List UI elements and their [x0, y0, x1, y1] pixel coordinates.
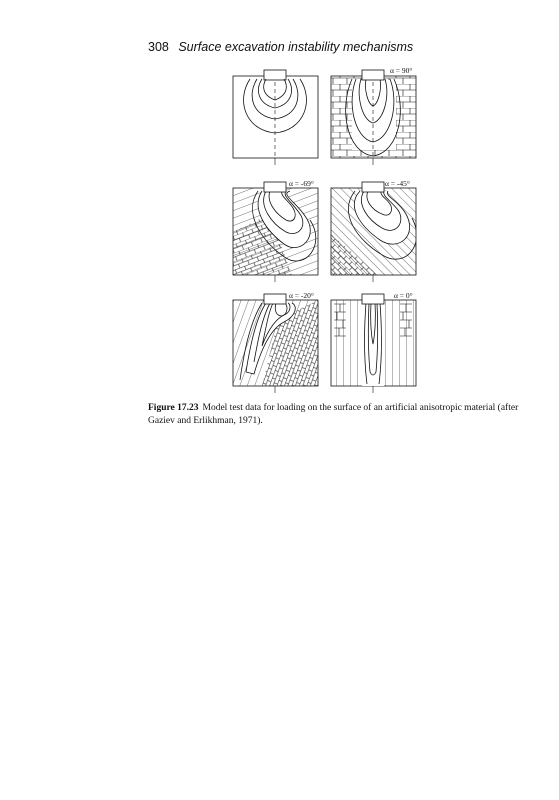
panel-alpha-0 — [331, 294, 416, 393]
caption-text: Model test data for loading on the surface of an artificial anisotropic material (after Gaziev and Erlikhman, 1971). — [148, 403, 519, 426]
caption-label: Figure 17.23 — [148, 403, 199, 413]
angle-label-90: α = 90° — [390, 66, 413, 75]
angle-label-minus-69: α = -69° — [289, 179, 314, 188]
panel-isotropic — [233, 70, 318, 165]
panel-alpha-minus-69 — [233, 182, 318, 282]
panel-alpha-minus-20 — [233, 294, 318, 393]
figure-caption — [148, 402, 520, 427]
panel-alpha-minus-45 — [331, 182, 417, 282]
angle-label-minus-20: α = -20° — [289, 291, 314, 300]
panel-alpha-90 — [331, 70, 416, 165]
angle-label-minus-45: α = -45° — [385, 179, 410, 188]
angle-label-0: α = 0° — [394, 291, 413, 300]
page-number: 308 — [148, 40, 169, 54]
running-title: Surface excavation instability mechanisms — [178, 40, 414, 54]
